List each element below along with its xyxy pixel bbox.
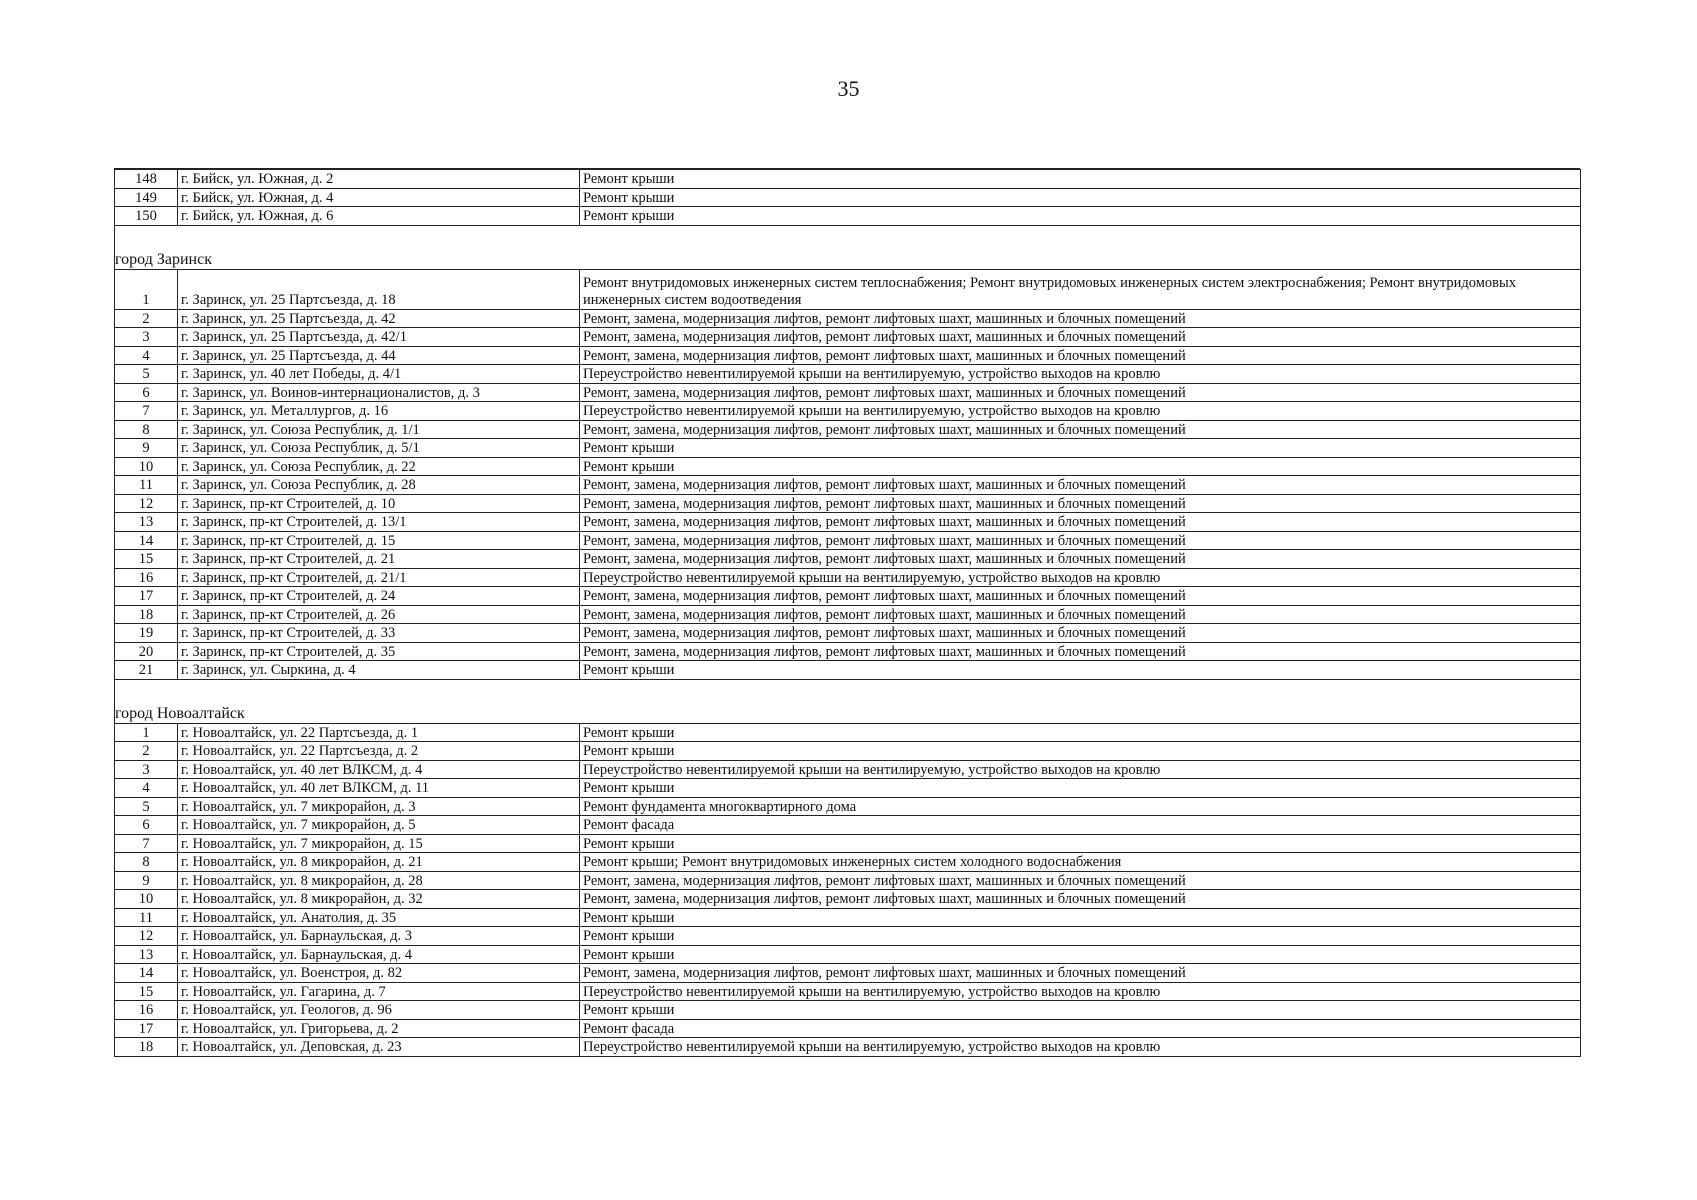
row-address: г. Новоалтайск, ул. 8 микрорайон, д. 21 [178, 853, 580, 872]
row-number: 14 [115, 531, 178, 550]
row-address: г. Заринск, пр-кт Строителей, д. 15 [178, 531, 580, 550]
row-work-type: Ремонт, замена, модернизация лифтов, ремонт лифтовых шахт, машинных и блочных помещений [580, 309, 1581, 328]
row-work-type: Ремонт, замена, модернизация лифтов, ремонт лифтовых шахт, машинных и блочных помещений [580, 871, 1581, 890]
row-work-type: Ремонт, замена, модернизация лифтов, ремонт лифтовых шахт, машинных и блочных помещений [580, 476, 1581, 495]
table-row [115, 568, 1581, 587]
row-work-type: Ремонт, замена, модернизация лифтов, ремонт лифтовых шахт, машинных и блочных помещений [580, 531, 1581, 550]
section-title: город Новоалтайск [115, 704, 1581, 724]
table-row [115, 853, 1581, 872]
table-row [115, 890, 1581, 909]
row-number: 1 [115, 269, 178, 309]
table-row [115, 723, 1581, 742]
row-address: г. Новоалтайск, ул. 40 лет ВЛКСМ, д. 11 [178, 779, 580, 798]
row-address: г. Новоалтайск, ул. Деповская, д. 23 [178, 1038, 580, 1057]
row-work-type: Переустройство невентилируемой крыши на вентилируемую, устройство выходов на кровлю [580, 760, 1581, 779]
row-work-type: Ремонт крыши [580, 1001, 1581, 1020]
row-work-type: Ремонт, замена, модернизация лифтов, ремонт лифтовых шахт, машинных и блочных помещений [580, 964, 1581, 983]
row-work-type: Переустройство невентилируемой крыши на вентилируемую, устройство выходов на кровлю [580, 568, 1581, 587]
table-row [115, 346, 1581, 365]
row-work-type: Ремонт крыши [580, 439, 1581, 458]
table-row [115, 457, 1581, 476]
row-number: 11 [115, 476, 178, 495]
row-address: г. Заринск, пр-кт Строителей, д. 24 [178, 587, 580, 606]
row-number: 5 [115, 797, 178, 816]
section-header-row [115, 250, 1581, 270]
row-work-type: Ремонт крыши [580, 779, 1581, 798]
spacer-cell [115, 225, 1581, 250]
row-address: г. Заринск, ул. 25 Партсъезда, д. 42 [178, 309, 580, 328]
table-row [115, 834, 1581, 853]
row-number: 150 [115, 207, 178, 226]
row-work-type: Ремонт, замена, модернизация лифтов, ремонт лифтовых шахт, машинных и блочных помещений [580, 642, 1581, 661]
row-address: г. Новоалтайск, ул. Барнаульская, д. 4 [178, 945, 580, 964]
row-work-type: Ремонт фундамента многоквартирного дома [580, 797, 1581, 816]
row-address: г. Заринск, ул. Союза Республик, д. 5/1 [178, 439, 580, 458]
row-number: 4 [115, 779, 178, 798]
row-number: 16 [115, 1001, 178, 1020]
row-work-type: Ремонт крыши [580, 834, 1581, 853]
table-row [115, 908, 1581, 927]
row-number: 9 [115, 439, 178, 458]
row-work-type: Ремонт крыши [580, 945, 1581, 964]
row-work-type: Ремонт, замена, модернизация лифтов, ремонт лифтовых шахт, машинных и блочных помещений [580, 605, 1581, 624]
row-number: 18 [115, 605, 178, 624]
row-work-type: Ремонт крыши [580, 207, 1581, 226]
row-work-type: Ремонт, замена, модернизация лифтов, ремонт лифтовых шахт, машинных и блочных помещений [580, 420, 1581, 439]
row-work-type: Ремонт крыши [580, 188, 1581, 207]
row-address: г. Новоалтайск, ул. Геологов, д. 96 [178, 1001, 580, 1020]
row-address: г. Новоалтайск, ул. Анатолия, д. 35 [178, 908, 580, 927]
row-number: 11 [115, 908, 178, 927]
row-address: г. Новоалтайск, ул. 7 микрорайон, д. 15 [178, 834, 580, 853]
table-row [115, 742, 1581, 761]
row-number: 7 [115, 402, 178, 421]
row-number: 21 [115, 661, 178, 680]
table-row [115, 587, 1581, 606]
table-row [115, 550, 1581, 569]
row-work-type: Ремонт, замена, модернизация лифтов, ремонт лифтовых шахт, машинных и блочных помещений [580, 624, 1581, 643]
row-number: 16 [115, 568, 178, 587]
table-row [115, 207, 1581, 226]
row-work-type: Ремонт, замена, модернизация лифтов, ремонт лифтовых шахт, машинных и блочных помещений [580, 513, 1581, 532]
row-number: 7 [115, 834, 178, 853]
row-work-type: Ремонт крыши [580, 170, 1581, 189]
table-row [115, 1019, 1581, 1038]
page-number: 35 [837, 76, 860, 101]
section-spacer [115, 225, 1581, 250]
row-work-type: Ремонт фасада [580, 1019, 1581, 1038]
row-work-type: Переустройство невентилируемой крыши на вентилируемую, устройство выходов на кровлю [580, 365, 1581, 384]
table-row [115, 420, 1581, 439]
table-row [115, 964, 1581, 983]
row-number: 9 [115, 871, 178, 890]
row-address: г. Заринск, ул. 25 Партсъезда, д. 18 [178, 269, 580, 309]
row-address: г. Заринск, ул. 25 Партсъезда, д. 42/1 [178, 328, 580, 347]
table-row [115, 871, 1581, 890]
row-address: г. Заринск, ул. Союза Республик, д. 1/1 [178, 420, 580, 439]
table-row [115, 797, 1581, 816]
row-work-type: Ремонт фасада [580, 816, 1581, 835]
row-address: г. Новоалтайск, ул. 8 микрорайон, д. 32 [178, 890, 580, 909]
row-number: 148 [115, 170, 178, 189]
row-number: 17 [115, 1019, 178, 1038]
row-work-type: Ремонт, замена, модернизация лифтов, ремонт лифтовых шахт, машинных и блочных помещений [580, 890, 1581, 909]
row-work-type: Ремонт внутридомовых инженерных систем теплоснабжения; Ремонт внутридомовых инженерных систем электроснабжения; Ремонт внутридомовых инженерных систем водоотведения [580, 269, 1581, 309]
table-row [115, 402, 1581, 421]
row-number: 13 [115, 513, 178, 532]
row-address: г. Заринск, ул. Сыркина, д. 4 [178, 661, 580, 680]
row-number: 2 [115, 309, 178, 328]
row-number: 4 [115, 346, 178, 365]
table-row [115, 661, 1581, 680]
row-number: 13 [115, 945, 178, 964]
row-address: г. Заринск, ул. Союза Республик, д. 22 [178, 457, 580, 476]
table-row [115, 624, 1581, 643]
row-number: 2 [115, 742, 178, 761]
table-row [115, 531, 1581, 550]
row-number: 15 [115, 550, 178, 569]
row-work-type: Ремонт, замена, модернизация лифтов, ремонт лифтовых шахт, машинных и блочных помещений [580, 494, 1581, 513]
row-address: г. Новоалтайск, ул. 22 Партсъезда, д. 1 [178, 723, 580, 742]
table-row [115, 513, 1581, 532]
row-number: 12 [115, 927, 178, 946]
row-address: г. Заринск, пр-кт Строителей, д. 10 [178, 494, 580, 513]
table-row [115, 494, 1581, 513]
row-number: 15 [115, 982, 178, 1001]
row-address: г. Заринск, ул. Воинов-интернационалистов, д. 3 [178, 383, 580, 402]
row-address: г. Новоалтайск, ул. Григорьева, д. 2 [178, 1019, 580, 1038]
table-row [115, 605, 1581, 624]
row-address: г. Заринск, ул. Союза Республик, д. 28 [178, 476, 580, 495]
row-work-type: Ремонт крыши [580, 661, 1581, 680]
row-work-type: Ремонт крыши [580, 742, 1581, 761]
row-address: г. Новоалтайск, ул. 8 микрорайон, д. 28 [178, 871, 580, 890]
table-row [115, 170, 1581, 189]
section-header-row [115, 704, 1581, 724]
row-address: г. Заринск, пр-кт Строителей, д. 13/1 [178, 513, 580, 532]
row-address: г. Новоалтайск, ул. Барнаульская, д. 3 [178, 927, 580, 946]
row-number: 5 [115, 365, 178, 384]
table-row [115, 383, 1581, 402]
row-address: г. Новоалтайск, ул. 40 лет ВЛКСМ, д. 4 [178, 760, 580, 779]
row-address: г. Заринск, пр-кт Строителей, д. 26 [178, 605, 580, 624]
row-work-type: Переустройство невентилируемой крыши на вентилируемую, устройство выходов на кровлю [580, 1038, 1581, 1057]
row-address: г. Новоалтайск, ул. Гагарина, д. 7 [178, 982, 580, 1001]
row-address: г. Новоалтайск, ул. 22 Партсъезда, д. 2 [178, 742, 580, 761]
row-number: 3 [115, 328, 178, 347]
row-address: г. Заринск, ул. Металлургов, д. 16 [178, 402, 580, 421]
row-number: 19 [115, 624, 178, 643]
row-work-type: Ремонт, замена, модернизация лифтов, ремонт лифтовых шахт, машинных и блочных помещений [580, 550, 1581, 569]
table-row [115, 439, 1581, 458]
table-row [115, 365, 1581, 384]
row-number: 149 [115, 188, 178, 207]
table-row [115, 1038, 1581, 1057]
row-work-type: Ремонт крыши [580, 457, 1581, 476]
table-row [115, 760, 1581, 779]
row-number: 1 [115, 723, 178, 742]
row-number: 18 [115, 1038, 178, 1057]
row-address: г. Бийск, ул. Южная, д. 4 [178, 188, 580, 207]
section-title: город Заринск [115, 250, 1581, 270]
row-number: 10 [115, 457, 178, 476]
row-work-type: Переустройство невентилируемой крыши на вентилируемую, устройство выходов на кровлю [580, 402, 1581, 421]
row-work-type: Ремонт крыши [580, 927, 1581, 946]
row-number: 8 [115, 853, 178, 872]
row-work-type: Переустройство невентилируемой крыши на вентилируемую, устройство выходов на кровлю [580, 982, 1581, 1001]
row-number: 8 [115, 420, 178, 439]
table-row [115, 1001, 1581, 1020]
table-row [115, 309, 1581, 328]
row-number: 3 [115, 760, 178, 779]
row-address: г. Бийск, ул. Южная, д. 2 [178, 170, 580, 189]
row-address: г. Новоалтайск, ул. 7 микрорайон, д. 3 [178, 797, 580, 816]
work-list-sheet [114, 168, 1580, 1057]
table-body [115, 170, 1581, 1057]
row-number: 6 [115, 383, 178, 402]
row-address: г. Заринск, ул. 25 Партсъезда, д. 44 [178, 346, 580, 365]
row-work-type: Ремонт, замена, модернизация лифтов, ремонт лифтовых шахт, машинных и блочных помещений [580, 383, 1581, 402]
table-row [115, 982, 1581, 1001]
table-row [115, 476, 1581, 495]
table-row [115, 779, 1581, 798]
row-number: 10 [115, 890, 178, 909]
work-list-table [114, 169, 1581, 1057]
section-spacer [115, 679, 1581, 704]
row-work-type: Ремонт, замена, модернизация лифтов, ремонт лифтовых шахт, машинных и блочных помещений [580, 328, 1581, 347]
row-address: г. Заринск, пр-кт Строителей, д. 21 [178, 550, 580, 569]
row-work-type: Ремонт, замена, модернизация лифтов, ремонт лифтовых шахт, машинных и блочных помещений [580, 587, 1581, 606]
row-work-type: Ремонт крыши; Ремонт внутридомовых инженерных систем холодного водоснабжения [580, 853, 1581, 872]
spacer-cell [115, 679, 1581, 704]
row-address: г. Новоалтайск, ул. 7 микрорайон, д. 5 [178, 816, 580, 835]
table-row [115, 328, 1581, 347]
row-address: г. Заринск, пр-кт Строителей, д. 33 [178, 624, 580, 643]
row-address: г. Заринск, ул. 40 лет Победы, д. 4/1 [178, 365, 580, 384]
table-row [115, 945, 1581, 964]
row-address: г. Бийск, ул. Южная, д. 6 [178, 207, 580, 226]
row-number: 14 [115, 964, 178, 983]
row-work-type: Ремонт крыши [580, 908, 1581, 927]
row-number: 6 [115, 816, 178, 835]
row-work-type: Ремонт, замена, модернизация лифтов, ремонт лифтовых шахт, машинных и блочных помещений [580, 346, 1581, 365]
row-address: г. Заринск, пр-кт Строителей, д. 21/1 [178, 568, 580, 587]
row-work-type: Ремонт крыши [580, 723, 1581, 742]
table-row [115, 188, 1581, 207]
table-row [115, 269, 1581, 309]
table-row [115, 816, 1581, 835]
row-address: г. Заринск, пр-кт Строителей, д. 35 [178, 642, 580, 661]
row-address: г. Новоалтайск, ул. Военстроя, д. 82 [178, 964, 580, 983]
row-number: 12 [115, 494, 178, 513]
row-number: 17 [115, 587, 178, 606]
table-row [115, 927, 1581, 946]
row-number: 20 [115, 642, 178, 661]
table-row [115, 642, 1581, 661]
